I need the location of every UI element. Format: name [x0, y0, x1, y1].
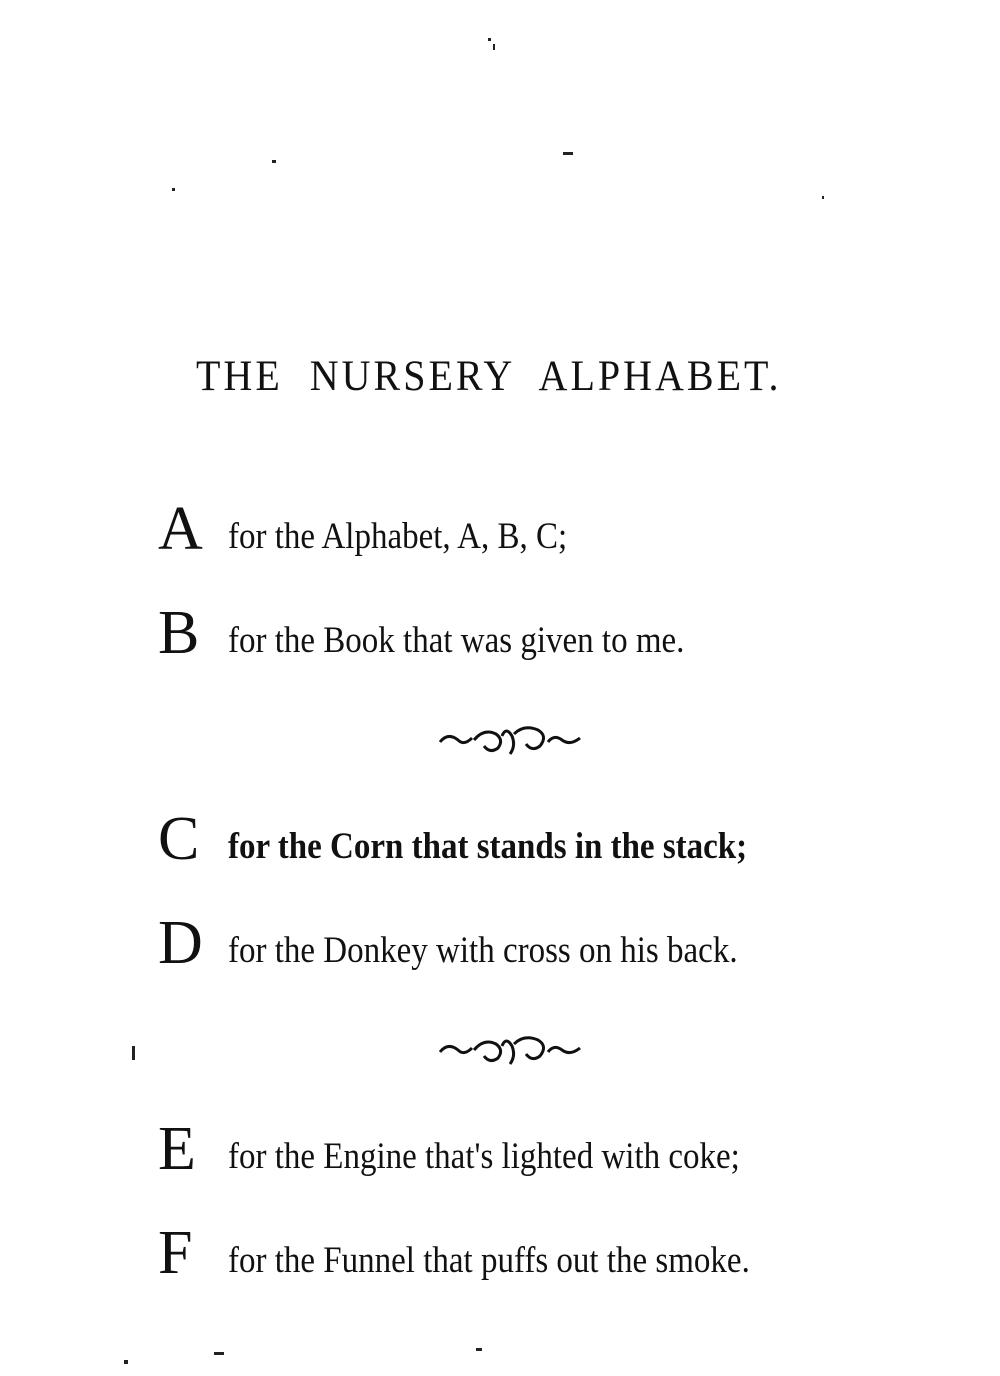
scan-speck — [132, 1046, 135, 1060]
drop-initial: D — [158, 909, 203, 977]
scan-speck — [822, 196, 824, 199]
drop-initial: E — [158, 1115, 196, 1183]
verse-line-b — [158, 599, 685, 667]
scan-speck — [488, 38, 491, 41]
verse-text: for the Engine that's lighted with coke; — [228, 1136, 740, 1177]
verse-text: for the Corn that stands in the stack; — [228, 826, 748, 867]
fleuron-icon — [436, 1032, 586, 1066]
drop-initial: C — [158, 805, 200, 873]
verse-line-c — [158, 805, 748, 873]
page-title: THE NURSERY ALPHABET. — [196, 351, 782, 400]
drop-initial: A — [158, 495, 203, 563]
verse-line-f — [158, 1219, 750, 1287]
drop-initial: B — [158, 599, 200, 667]
verse-line-e — [158, 1115, 740, 1183]
scan-speck — [476, 1348, 482, 1351]
verse-line-a — [158, 495, 568, 563]
scan-speck — [493, 44, 495, 50]
scan-speck — [214, 1352, 224, 1355]
fleuron-icon — [436, 722, 586, 756]
scan-speck — [172, 188, 175, 191]
drop-initial: F — [158, 1219, 193, 1287]
verse-text: for the Donkey with cross on his back. — [228, 930, 738, 971]
verse-line-d — [158, 909, 738, 977]
scan-speck — [272, 160, 276, 163]
verse-text: for the Funnel that puffs out the smoke. — [228, 1240, 750, 1281]
verse-text: for the Alphabet, A, B, C; — [228, 516, 568, 557]
scan-speck — [124, 1360, 128, 1364]
scan-speck — [563, 152, 573, 155]
verse-text: for the Book that was given to me. — [228, 620, 685, 661]
